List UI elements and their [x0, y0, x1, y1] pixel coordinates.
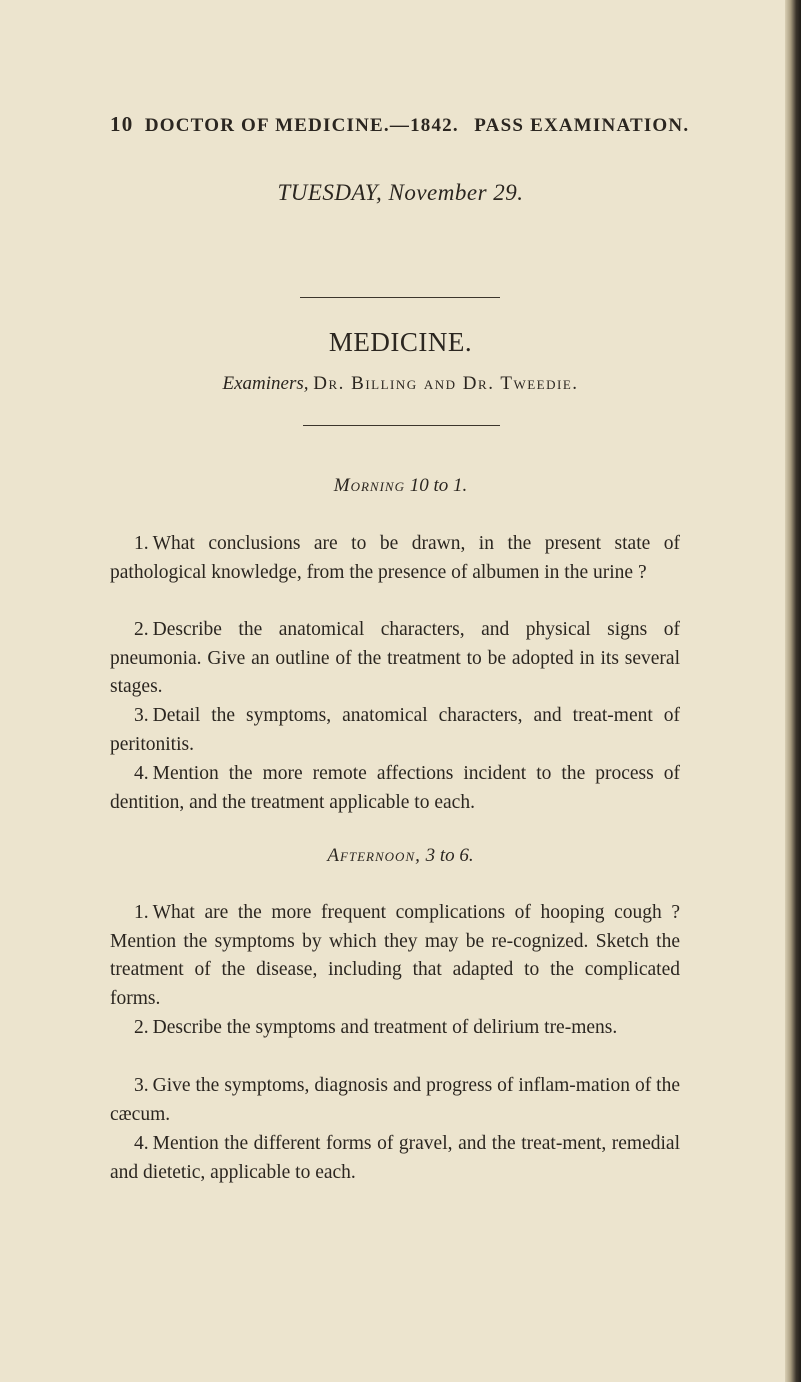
question-number: 3. [134, 1075, 149, 1096]
session-heading-morning [0, 475, 801, 497]
question-text: Detail the symptoms, anatomical characters, and treat-ment of peritonitis. [110, 705, 680, 755]
day-date: November 29. [388, 180, 524, 205]
question-morning-2 [110, 616, 680, 702]
session-heading-afternoon [0, 845, 801, 867]
session-name: Afternoon, [327, 845, 421, 866]
running-title-right: PASS EXAMINATION. [474, 115, 690, 136]
session-name: Morning [333, 475, 405, 496]
question-number: 4. [134, 1133, 149, 1154]
question-text: What are the more frequent complications of hooping cough ? Mention the symptoms by which they may be re-cognized. Sketch the treatment of the disease, including that adapted to the complicated forms. [110, 902, 680, 1009]
question-number: 2. [134, 1017, 149, 1038]
question-afternoon-4 [110, 1130, 680, 1187]
rule-top [300, 297, 500, 298]
question-morning-4 [110, 760, 680, 817]
day-label: TUESDAY, [277, 180, 383, 205]
examiners-names: Dr. Billing and Dr. Tweedie. [313, 373, 579, 394]
question-number: 1. [134, 533, 149, 554]
question-number: 4. [134, 763, 149, 784]
session-time: 10 to 1. [409, 475, 468, 496]
subject-title: MEDICINE. [328, 327, 473, 357]
question-text: Give the symptoms, diagnosis and progress of inflam-mation of the cæcum. [110, 1075, 680, 1125]
page-number: 10 [110, 112, 134, 136]
question-morning-3 [110, 702, 680, 759]
examiners-prefix: Examiners, [222, 373, 309, 394]
page-edge-shadow [785, 0, 801, 1382]
question-afternoon-1 [110, 899, 680, 1013]
question-text: Mention the different forms of gravel, and the treat-ment, remedial and dietetic, applicable to each. [110, 1133, 680, 1183]
question-text: What conclusions are to be drawn, in the present state of pathological knowledge, from the presence of albumen in the urine ? [110, 533, 680, 583]
running-title: DOCTOR OF MEDICINE.—1842. [144, 115, 459, 136]
question-text: Describe the anatomical characters, and physical signs of pneumonia. Give an outline of the treatment to be adopted in its several stages. [110, 619, 680, 698]
exam-day [0, 180, 801, 206]
question-number: 2. [134, 619, 149, 640]
rule-bottom [303, 425, 500, 426]
session-time: 3 to 6. [425, 845, 474, 866]
question-afternoon-3 [110, 1072, 680, 1129]
question-morning-1 [110, 530, 680, 587]
running-head [110, 112, 690, 137]
question-afternoon-2 [110, 1014, 680, 1043]
question-text: Describe the symptoms and treatment of delirium tre-mens. [152, 1017, 618, 1038]
examiners-line [0, 373, 801, 395]
question-text: Mention the more remote affections incident to the process of dentition, and the treatment applicable to each. [110, 763, 680, 813]
question-number: 3. [134, 705, 149, 726]
question-number: 1. [134, 902, 149, 923]
